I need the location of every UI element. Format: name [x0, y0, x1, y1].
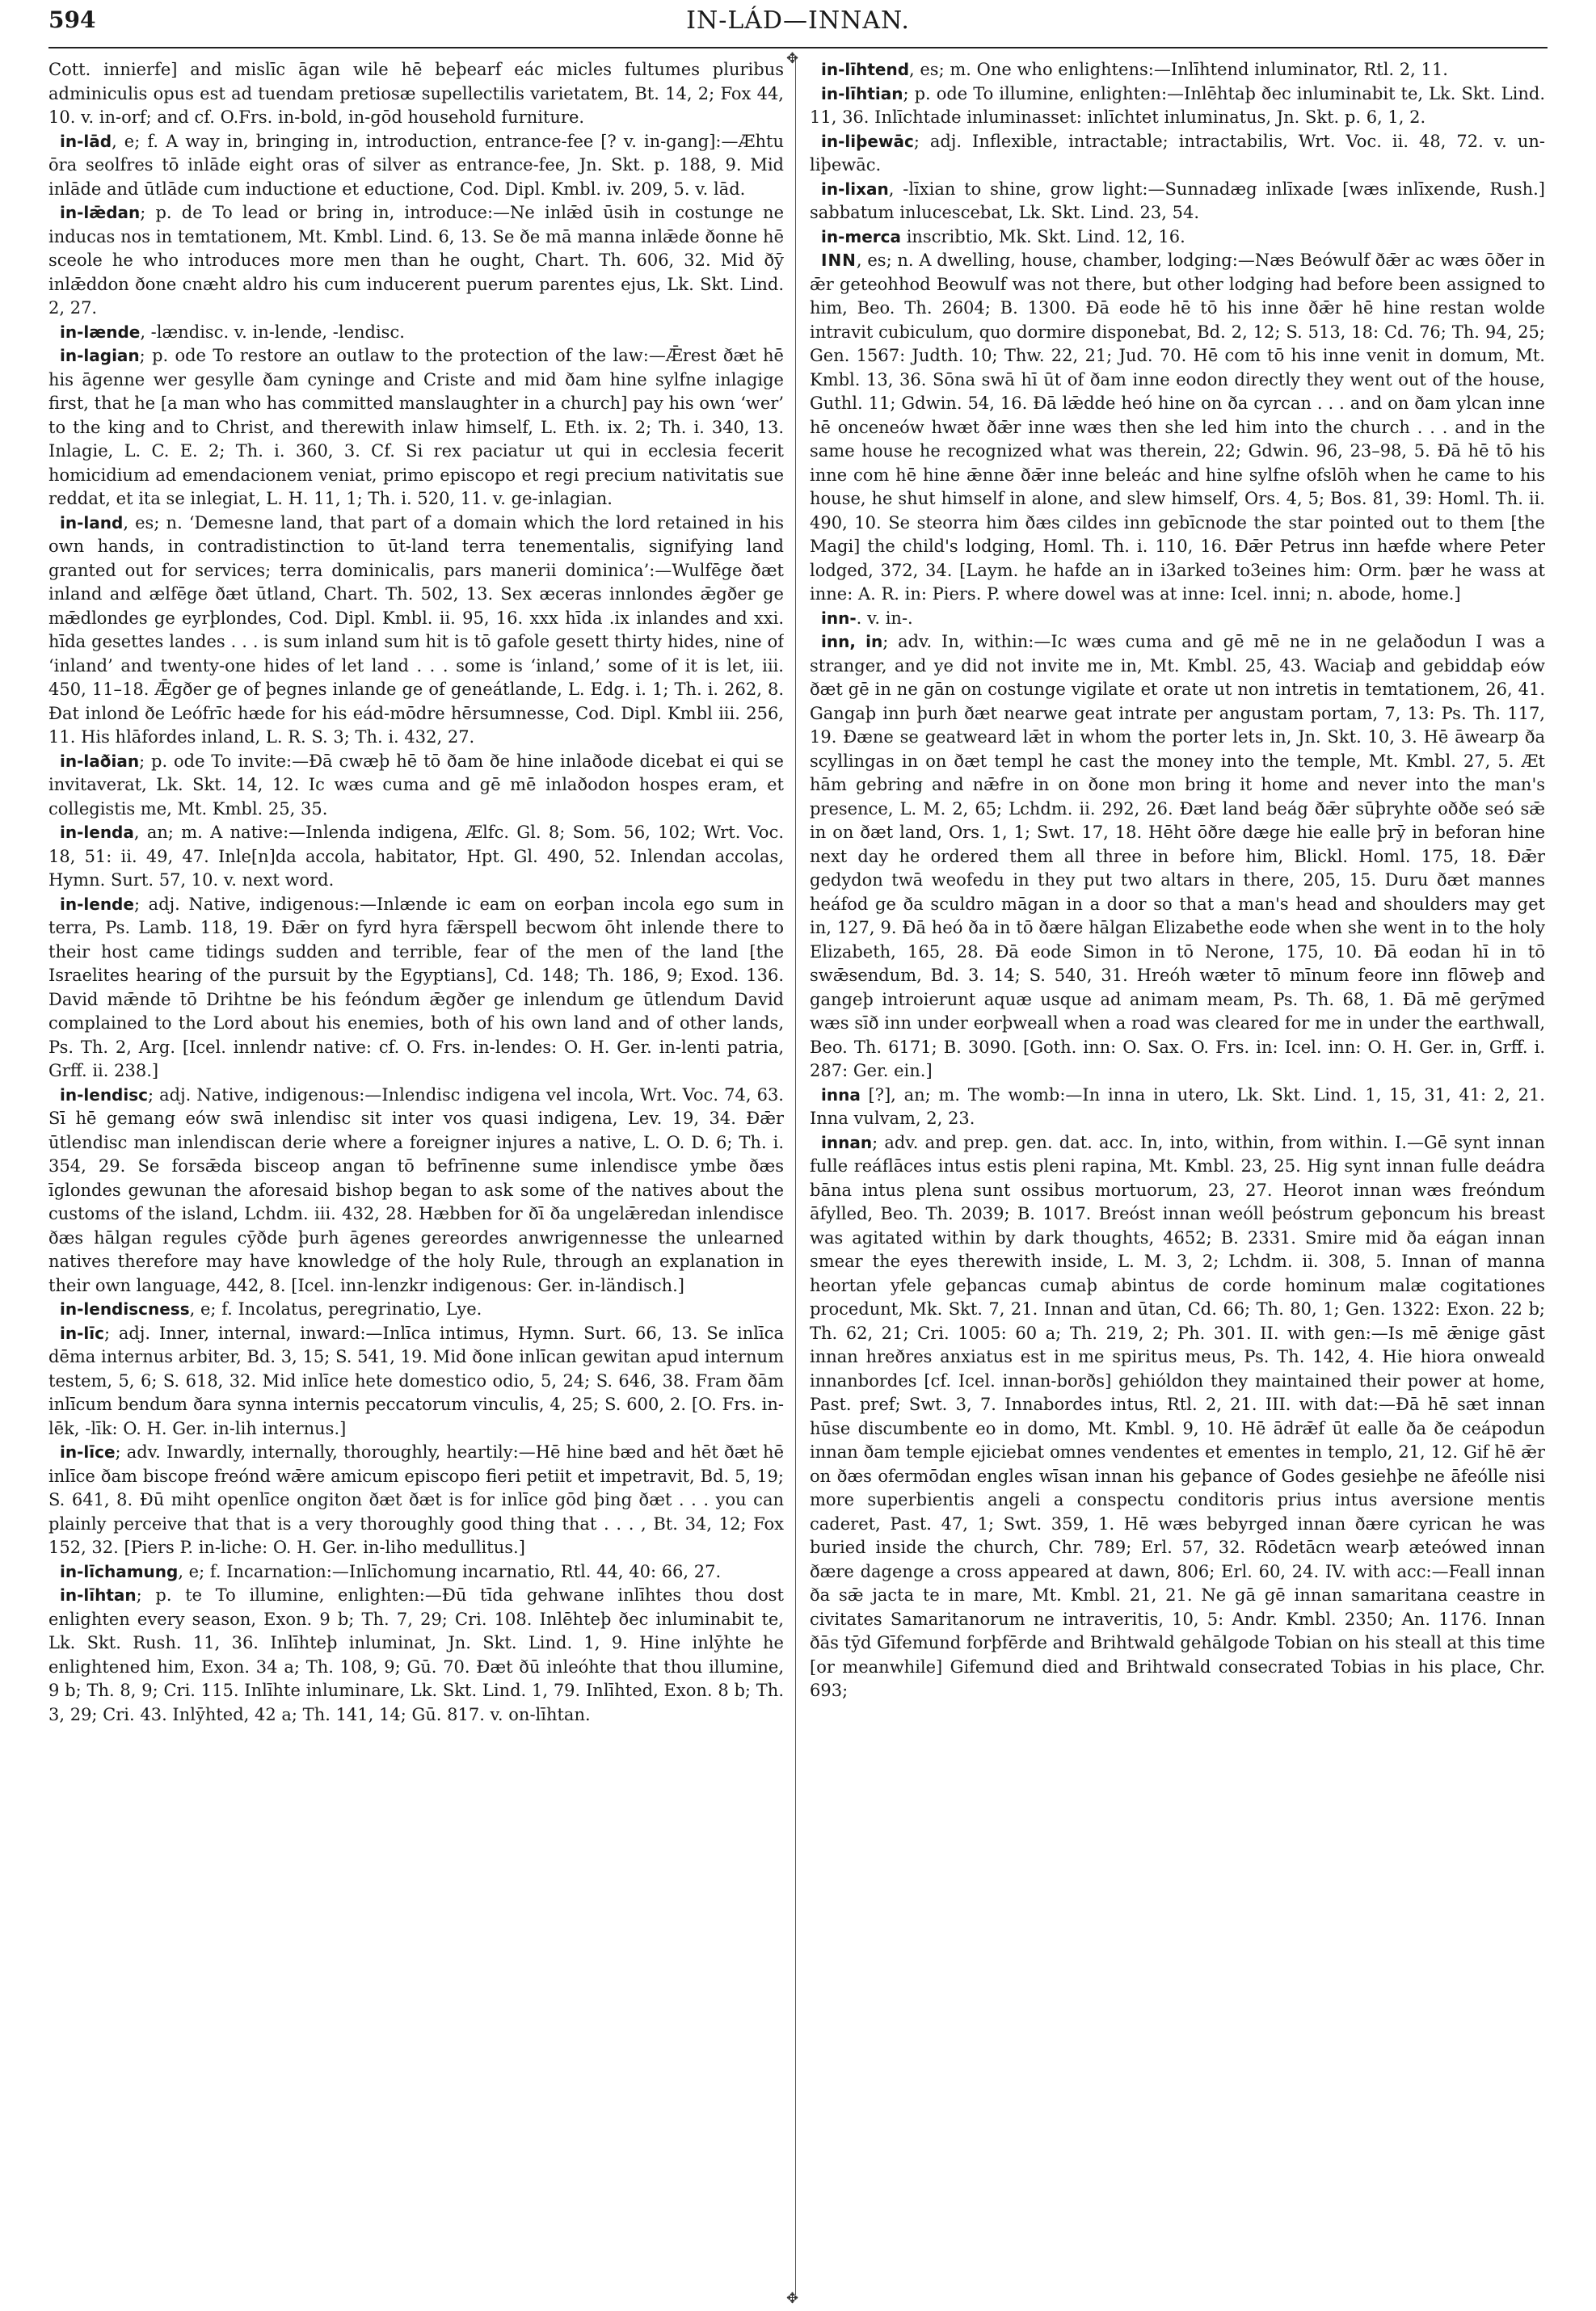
dictionary-entry: [48, 893, 784, 1084]
right-column: [810, 58, 1545, 2296]
entry-definition: . v. in-.: [856, 608, 913, 628]
entry-definition: ; p. te To illumine, enlighten:—Ðū tīda gehwane inlīhtes thou dost enlighten every season, Exon. 9 b; Th. 7, 29; Cri. 108. Inlēhteþ ðec inluminabit te, Lk. Skt. Rush. 11, 36. Inlīhteþ inluminat, Jn. Skt. Lind. 1, 9. Hine inlȳhte he enlightened him, Exon. 34 a; Th. 108, 9; Gū. 70. Ðæt ðū inleóhte that thou illumine, 9 b; Th. 8, 9; Cri. 115. Inlīhte inluminare, Lk. Skt. Lind. 1, 79. Inlīhted, Exon. 8 b; Th. 3, 29; Cri. 43. Inlȳhted, 42 a; Th. 141, 14; Gū. 817. v. on-līhtan.: [48, 1585, 784, 1724]
entry-definition: , -līxian to shine, grow light:—Sunnadæg inlīxade [wæs inlīxende, Rush.] sabbatum inlucescebat, Lk. Skt. Lind. 23, 54.: [810, 179, 1545, 222]
entry-headword: inna: [821, 1084, 861, 1105]
entry-definition: ; p. de To lead or bring in, introduce:—Ne inlǣd ūsih in costunge ne inducas nos in temtationem, Mt. Kmbl. Lind. 6, 13. Se ðe mā manna inlǣde ðonne hē sceole he who introduces more men than he ought, Chart. Th. 606, 32. Mid ðȳ inlǣddon ðone cnæht aldro his cum inducerent puerum parentes ejus, Lk. Skt. Lind. 2, 27.: [48, 203, 784, 318]
dictionary-entry: [48, 344, 784, 511]
entry-headword: in-līc: [60, 1323, 104, 1343]
dictionary-entry: [48, 321, 784, 345]
entry-definition: ; adj. Native, indigenous:—Inlænde ic eam on eorþan incola ego sum in terra, Ps. Lamb. 118, 19. Ðǣr on fyrd hyra fǣrspell becwom ōht inlende there to their host came tidings sudden and terrible, fear of the men of the land [the Israelites hearing of the pursuit by the Egyptians], Cd. 148; Th. 186, 9; Exod. 136. David mǣnde tō Drihtne be his feóndum ǣgðer ge inlendum ge ūtlendum David complained to the Lord about his enemies, both of his own land and of other lands, Ps. Th. 2, Arg. [Icel. innlendr native: cf. O. Frs. in-lendes: O. H. Ger. in-lenti patria, Grff. ii. 238.]: [48, 894, 784, 1080]
cross-ornament-icon: ✥: [786, 2290, 799, 2307]
entry-definition: , es; n. A dwelling, house, chamber, lodging:—Næs Beówulf ðǣr ac wæs ōðer in ǣr geteohhod Beowulf was not there, but other lodging had before been assigned to him, Beo. Th. 2604; B. 1300. Ðā eode hē tō his inne ðǣr hē hine restan wolde intravit cubiculum, quo dormire disponebat, Bd. 2, 12; S. 513, 18: Cd. 76; Th. 94, 25; Gen. 1567: Judth. 10; Thw. 22, 21; Jud. 70. Hē com tō his inne venit in domum, Mt. Kmbl. 13, 36. Sōna swā hī ūt of ðam inne eodon directly they went out of the house, Guthl. 11; Gdwin. 54, 16. Ðā lǣdde heó hine on ða cyrcan . . . and on ðam ylcan inne hē onceneów hwæt ðǣr inne wæs then she led him into the church . . . and in the same house he recognized what was therein, 22; Gdwin. 96, 23–98, 5. Ðā hē tō his inne com hē hine ǣnne ðǣr inne beleác and hine sylfne ofslōh when he came to his house, he shut himself in alone, and slew himself, Ors. 4, 5; Bos. 81, 39: Homl. Th. ii. 490, 10. Se steorra him ðæs cildes inn gebīcnode the star pointed out to them [the Magi] the child's lodging, Homl. Th. i. 110, 16. Ðǣr Petrus inn hæfde where Peter lodged, 372, 34. [Laym. he hafde an in i3arked to3eines him: Orm. þær he wass at inne: A. R. in: Piers. P. where dowel was at inne: Icel. inni; n. abode, home.]: [810, 250, 1545, 604]
entry-headword: in-laðian: [60, 751, 140, 771]
page-header: [48, 6, 1548, 40]
entry-headword: in-lenda: [60, 823, 134, 842]
entry-definition: , e; f. Incarnation:—Inlīchomung incarnatio, Rtl. 44, 40: 66, 27.: [178, 1561, 722, 1581]
running-head: IN-LÁD—INNAN.: [686, 6, 910, 35]
entry-headword: in-liþewāc: [821, 131, 914, 151]
entry-headword: in-lagian: [60, 346, 140, 365]
entry-definition: , es; m. One who enlightens:—Inlīhtend inluminator, Rtl. 2, 11.: [909, 60, 1448, 79]
entry-headword: in-līhtend: [821, 60, 910, 79]
dictionary-entry: [810, 225, 1545, 250]
entry-definition: , e; f. Incolatus, peregrinatio, Lye.: [189, 1299, 482, 1319]
entry-definition: ; adj. Native, indigenous:—Inlendisc indigena vel incola, Wrt. Voc. 74, 63. Sī hē gemang eów swā inlendisc sit inter vos quasi indigena, Lev. 19, 34. Ðǣr ūtlendisc man inlendiscan derie where a foreigner injures a native, L. O. D. 6; Th. i. 354, 29. Se forsǣda bisceop angan tō befrīnenne sume inlendisce ymbe ðæs īglondes gewunan the aforesaid bishop began to ask some of the natives about the customs of the island, Lchdm. iii. 432, 28. Hæbben for ðī ða ungelǣredan inlendisce ðæs hālgan regules cȳðde þurh āgenes gereordes anwrigennesse the unlearned natives therefore may have knowledge of the holy Rule, through an explanation in their own language, 442, 8. [Icel. inn-lenzkr indigenous: Ger. in-ländisch.]: [48, 1084, 784, 1295]
entry-headword: in-lende: [60, 894, 134, 914]
dictionary-entry: [810, 58, 1545, 82]
entry-headword: in-land: [60, 512, 124, 532]
entry-headword: in-lendisc: [60, 1084, 148, 1105]
dictionary-entry: [810, 249, 1545, 607]
entry-headword: in-lænde: [60, 322, 141, 342]
dictionary-entry: [810, 1084, 1545, 1131]
dictionary-entry: [48, 1084, 784, 1299]
entry-headword: in-līchamung: [60, 1561, 179, 1581]
dictionary-entry: [48, 1322, 784, 1442]
entry-headword: in-lendiscness: [60, 1299, 190, 1319]
entry-definition: ; adv. and prep. gen. dat. acc. In, into, within, from within. I.—Gē synt innan fulle reáflāces intus estis pleni rapina, Mt. Kmbl. 23, 25. Hig synt innan fulle deádra bāna intus plena sunt ossibus mortuorum, 23, 27. Heorot innan wæs freóndum āfylled, Beo. Th. 2039; B. 1017. Breóst innan weóll þeóstrum geþoncum his breast was agitated within by dark thoughts, 4652; B. 2331. Smire mid ða eágan innan smear the eyes therewith inside, L. M. 3, 2; Lchdm. ii. 308, 5. Innan of manna heortan yfele geþancas cumaþ abintus de corde hominum malæ cogitationes procedunt, Mk. Skt. 7, 21. Innan and ūtan, Cd. 66; Th. 80, 1; Gen. 1322: Exon. 22 b; Th. 62, 21; Cri. 1005: 60 a; Th. 219, 2; Ph. 301. II. with gen:—Is mē ǣnige gāst innan hreðres anxiatus est in me spiritus meus, Ps. Th. 142, 4. Hie hiora onweald innanbordes [cf. Icel. innan-borðs] gehióldon they maintained their power at home, Past. pref; Swt. 3, 7. Innabordes intus, Rtl. 2, 21. III. with dat:—Ðā hē sæt innan hūse discumbente eo in domo, Mt. Kmbl. 9, 10. Hē ādrǣf ūt ealle ða ðe ceápodun innan ðam temple ejiciebat omnes vendentes et ementes in templo, 21, 12. Gif hē ǣr on ðæs ofermōdan engles wīsan innan his geþance of Godes gesiehþe ne āfeólle nisi more superbientis angeli a conspectu conditoris prius intus aversione mentis caderet, Past. 47, 1; Swt. 359, 1. Hē wæs bebyrged innan ðære cyrican he was buried inside the church, Chr. 789; Erl. 57, 32. Rōdetācn wearþ æteówed innan ðære dagenge a cross appeared at dawn, 806; Erl. 60, 24. IV. with acc:—Feall innan ða sǣ jacta te in mare, Mt. Kmbl. 21, 21. Ne gā gē innan samaritana ceastre in civitates Samaritanorum ne intraveritis, 10, 5: Andr. Kmbl. 2350; An. 1176. Innan ðās tȳd Gīfemund forþfērde and Brihtwald gehālgode Tobian on his steall at this time [or meanwhile] Gifemund died and Brihtwald consecrated Tobias in his place, Chr. 693;: [810, 1132, 1545, 1700]
dictionary-entry: [810, 82, 1545, 130]
entry-headword: INN: [821, 250, 857, 270]
dictionary-entry: [810, 630, 1545, 1084]
entry-headword: inn, in: [821, 632, 883, 651]
entry-definition: [?], an; m. The womb:—In inna in utero, Lk. Skt. Lind. 1, 15, 31, 41: 2, 21. Inna vulvam, 2, 23.: [810, 1084, 1545, 1128]
entry-headword: in-līhtian: [821, 83, 903, 103]
entry-definition: ; adj. Inflexible, intractable; intractabilis, Wrt. Voc. ii. 48, 72. v. un-liþewāc.: [810, 131, 1545, 175]
dictionary-entry: [48, 130, 784, 202]
entry-headword: in-līhtan: [60, 1585, 137, 1605]
dictionary-entry: [48, 1584, 784, 1727]
dictionary-entry: [48, 58, 784, 130]
dictionary-entry: [48, 1441, 784, 1560]
header-rule: [48, 47, 1548, 48]
dictionary-entry: [810, 607, 1545, 631]
dictionary-entry: [48, 201, 784, 321]
dictionary-entry: [810, 1131, 1545, 1703]
dictionary-entry: [48, 1298, 784, 1322]
entry-definition: ; p. ode To restore an outlaw to the protection of the law:—Ǣrest ðæt hē his āgenne wer gesylle ðam cyninge and Criste and mid ðam hine sylfne inlagige first, that he [a man who has committed manslaughter in a church] pay his own ‘wer’ to the king and to Christ, and therewith inlaw himself, L. Eth. ix. 2; Th. i. 340, 13. Inlagie, L. C. E. 2; Th. i. 360, 3. Cf. Si rex paciatur ut qui in ecclesia fecerit homicidium ad emendacionem veniat, primo episcopo et regi precium nativitatis sue reddat, et ita se inlegiat, L. H. 11, 1; Th. i. 520, 11. v. ge-inlagian.: [48, 346, 784, 508]
dictionary-entry: [48, 821, 784, 893]
entry-definition: , e; f. A way in, bringing in, introduction, entrance-fee [? v. in-gang]:—Æhtu ōra seolfres tō inlāde eight oras of silver as entrance-fee, Jn. Skt. p. 188, 9. Mid inlāde and ūtlāde cum inductione et eductione, Cod. Dipl. Kmbl. iv. 209, 5. v. lād.: [48, 131, 784, 199]
entry-headword: in-lǣdan: [60, 203, 141, 222]
entry-definition: Cott. innierfe] and mislīc āgan wile hē beþearf eác micles fultumes pluribus adminiculis opus est ad tuendam pretiosæ supellectilis varietatem, Bt. 14, 2; Fox 44, 10. v. in-orf; and cf. O.Frs. in-bold, in-gōd household furniture.: [48, 60, 784, 127]
page-number: 594: [48, 6, 96, 33]
entry-definition: , es; n. ‘Demesne land, that part of a domain which the lord retained in his own hands, in contradistinction to ūt-land terra tenementalis, signifying land granted out for services; terra dominicalis, pars manerii dominica’:—Wulfēge ðæt inland and ælfēge ðæt ūtland, Chart. Th. 502, 13. Sex æceras innlondes ǣgðer ge mǣdlondes ge eyrþlondes, Cod. Dipl. Kmbl. ii. 95, 16. xxx hīda .ix inlandes and xxi. hīda gesettes landes . . . is sum inland sum hit is tō gafole gesett thirty hides, nine of ‘inland’ and twenty-one hides of let land . . . some is ‘inland,’ some of it is let, iii. 450, 11–18. Ǣgðer ge of þegnes inlande ge of geneátlande, L. Edg. i. 1; Th. i. 262, 8. Ðat inlond ðe Leófrīc hæde for his eád-mōdre hērsumnesse, Cod. Dipl. Kmbl iii. 256, 11. His hlāfordes inland, L. R. S. 3; Th. i. 432, 27.: [48, 512, 784, 747]
entry-definition: ; adj. Inner, internal, inward:—Inlīca intimus, Hymn. Surt. 66, 13. Se inlīca dēma internus arbiter, Bd. 3, 15; S. 541, 19. Mid ðone inlīcan gewitan apud internum testem, 5, 6; S. 618, 32. Mid inlīce hete domestico odio, 5, 24; S. 646, 38. Fram ðām inlīcum bendum ðara synna internis peccatorum vinculis, 4, 25; S. 600, 2. [O. Frs. in-lēk, -līk: O. H. Ger. in-lih internus.]: [48, 1323, 784, 1438]
entry-headword: inn-: [821, 608, 857, 628]
dictionary-entry: [810, 178, 1545, 225]
entry-definition: ; adv. Inwardly, internally, thoroughly, heartily:—Hē hine bæd and hēt ðæt hē inlīce ðam biscope freónd wǣre amicum episcopo fieri petiit et impetravit, Bd. 5, 19; S. 641, 8. Ðū miht openlīce ongiton ðæt ðæt is for inlīce gōd þing ðæt . . . you can plainly perceive that that is a very thoroughly good thing that . . . , Bt. 34, 12; Fox 152, 32. [Piers P. in-liche: O. H. Ger. in-liho medullitus.]: [48, 1442, 784, 1557]
entry-headword: in-merca: [821, 226, 902, 246]
entry-definition: ; adv. In, within:—Ic wæs cuma and gē mē ne in ne gelaðodun I was a stranger, and ye did not invite me in, Mt. Kmbl. 25, 43. Waciaþ and gebiddaþ eów ðæt gē in ne gān on costunge vigilate et orate ut non intretis in temtationem, 26, 41. Gangaþ inn þurh ðæt nearwe geat intrate per angustam portam, 7, 13: Ps. Th. 117, 19. Ðæne se geatweard lǣt in whom the porter lets in, Jn. Skt. 10, 3. Hē āwearp ða scyllingas in on ðæt templ he cast the money into the temple, Mt. Kmbl. 27, 5. Æt hām gebring and nǣfre in on ðone mon bring it home and never into the man's presence, L. M. 2, 65; Lchdm. ii. 292, 26. Ðæt land beág ðǣr sūþryhte oððe seó sǣ in on ðæt land, Ors. 1, 1; Swt. 17, 18. Hēht ōðre dæge hie ealle þrȳ in beforan hine next day he ordered them all three in before him, Blickl. Homl. 175, 18. Ðǣr gedydon twā weofedu in they put two altars in there, 205, 15. Duru ðæt mannes heáfod ge ða sculdro māgan in a door so that a man's head and shoulders may get in, 127, 9. Ðā heó ða in tō ðære hālgan Elizabethe eode when she went in to the holy Elizabeth, 165, 28. Ðā eode Simon in tō Nerone, 175, 10. Ðā eodan hī in tō swǣsendum, Bd. 3. 14; S. 540, 31. Hreóh wæter tō mīnum feore inn flōweþ and gangeþ introierunt aquæ usque ad animam meam, Ps. Th. 68, 1. Ðā mē gerȳmed wæs sīð inn under eorþweall when a road was cleared for me in under the earthwall, Beo. Th. 6171; B. 3090. [Goth. inn: O. Sax. O. Frs. in: Icel. inn: O. H. Ger. in, Grff. i. 287: Ger. ein.]: [810, 632, 1545, 1080]
entry-definition: , -lændisc. v. in-lende, -lendisc.: [140, 322, 405, 342]
entry-headword: innan: [821, 1132, 873, 1152]
entry-definition: ; p. ode To invite:—Ðā cwæþ hē tō ðam ðe hine inlaðode dicebat ei qui se invitaverat, Lk. Skt. 14, 12. Ic wæs cuma and gē mē inlaðodon hospes eram, et collegistis me, Mt. Kmbl. 25, 35.: [48, 751, 784, 819]
left-column: [48, 58, 784, 2296]
dictionary-entry: [48, 750, 784, 822]
entry-definition: inscribtio, Mk. Skt. Lind. 12, 16.: [901, 226, 1185, 246]
entry-headword: in-lixan: [821, 179, 889, 199]
entry-headword: in-līce: [60, 1442, 116, 1462]
dictionary-entry: [48, 1560, 784, 1585]
entry-definition: , an; m. A native:—Inlenda indigena, Ælfc. Gl. 8; Som. 56, 102; Wrt. Voc. 18, 51: ii. 49, 47. Inle[n]da accola, habitator, Hpt. Gl. 490, 52. Inlendan accolas, Hymn. Surt. 57, 10. v. next word.: [48, 823, 784, 890]
dictionary-entry: [48, 511, 784, 750]
cross-ornament-icon: ✥: [786, 50, 799, 67]
dictionary-entry: [810, 130, 1545, 178]
entry-definition: ; p. ode To illumine, enlighten:—Inlēhtaþ ðec inluminabit te, Lk. Skt. Lind. 11, 36. Inlīchtade inluminasset: inlīchtet inluminatus, Jn. Skt. p. 6, 1, 2.: [810, 83, 1545, 127]
entry-headword: in-lād: [60, 131, 112, 151]
column-divider: [795, 58, 796, 2295]
